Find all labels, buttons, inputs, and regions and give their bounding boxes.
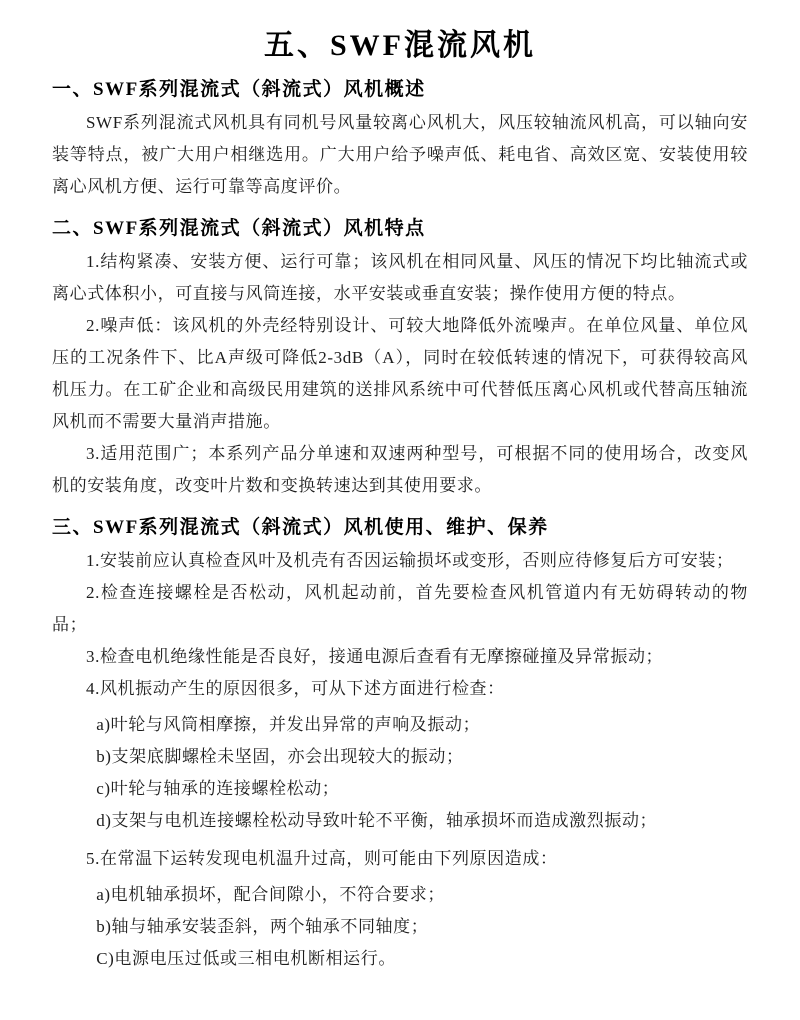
maintenance-item-4: 4.风机振动产生的原因很多，可从下述方面进行检查：: [86, 679, 505, 698]
maintenance-item-5-sub-b: b)轴与轴承安装歪斜，两个轴承不同轴度；: [96, 917, 429, 936]
maintenance-item-5: 5.在常温下运转发现电机温升过高，则可能由下列原因造成：: [86, 849, 558, 868]
maintenance-item-2: 2.检查连接螺栓是否松动，风机起动前，首先要检查风机管道内有无妨碍转动的物品；: [52, 583, 748, 634]
feature-item-3: 3.适用范围广；本系列产品分单速和双速两种型号，可根据不同的使用场合，改变风机的安装角度，改变叶片数和变换转速达到其使用要求。: [52, 444, 748, 495]
document-title: 五、SWF混流风机: [263, 29, 536, 62]
maintenance-item-4-sub-d: d)支架与电机连接螺栓松动导致叶轮不平衡，轴承损坏而造成激烈振动；: [96, 811, 658, 830]
section-features: [52, 217, 748, 502]
section-maintenance-heading: 三、SWF系列混流式（斜流式）风机使用、维护、保养: [52, 517, 549, 538]
maintenance-item-5-sub-c: C)电源电压过低或三相电机断相运行。: [96, 949, 396, 968]
maintenance-item-4-sub-a: a)叶轮与风筒相摩擦，并发出异常的声响及振动；: [96, 715, 481, 734]
feature-item-1: 1.结构紧凑、安装方便、运行可靠；该风机在相同风量、风压的情况下均比轴流式或离心式体积小，可直接与风筒连接，水平安装或垂直安装；操作使用方便的特点。: [52, 252, 748, 303]
overview-paragraph: SWF系列混流式风机具有同机号风量较离心风机大，风压较轴流风机高，可以轴向安装等特点，被广大用户相继选用。广大用户给予噪声低、耗电省、高效区宽、安装使用较离心风机方便、运行可靠等高度评价。: [52, 113, 748, 196]
maintenance-item-5-sub-a: a)电机轴承损坏，配合间隙小，不符合要求；: [96, 885, 445, 904]
maintenance-item-4-sublist: [52, 709, 748, 837]
section-overview-heading: 一、SWF系列混流式（斜流式）风机概述: [52, 79, 426, 100]
maintenance-item-4-sub-c: c)叶轮与轴承的连接螺栓松动；: [96, 779, 340, 798]
section-overview: [52, 78, 748, 203]
maintenance-item-3: 3.检查电机绝缘性能是否良好，接通电源后查看有无摩擦碰撞及异常振动；: [86, 647, 664, 666]
maintenance-item-4-sub-b: b)支架底脚螺栓未坚固，亦会出现较大的振动；: [96, 747, 464, 766]
maintenance-item-5-sublist: [52, 879, 748, 975]
section-features-heading: 二、SWF系列混流式（斜流式）风机特点: [52, 218, 426, 239]
feature-item-2: 2.噪声低：该风机的外壳经特别设计、可较大地降低外流噪声。在单位风量、单位风压的工况条件下、比A声级可降低2-3dB（A），同时在较低转速的情况下，可获得较高风机压力。在工矿企业和高级民用建筑的送排风系统中可代替低压离心风机或代替高压轴流风机而不需要大量消声措施。: [52, 316, 748, 431]
maintenance-item-1: 1.安装前应认真检查风叶及机壳有否因运输损坏或变形，否则应待修复后方可安装；: [86, 551, 734, 570]
section-maintenance: [52, 516, 748, 975]
